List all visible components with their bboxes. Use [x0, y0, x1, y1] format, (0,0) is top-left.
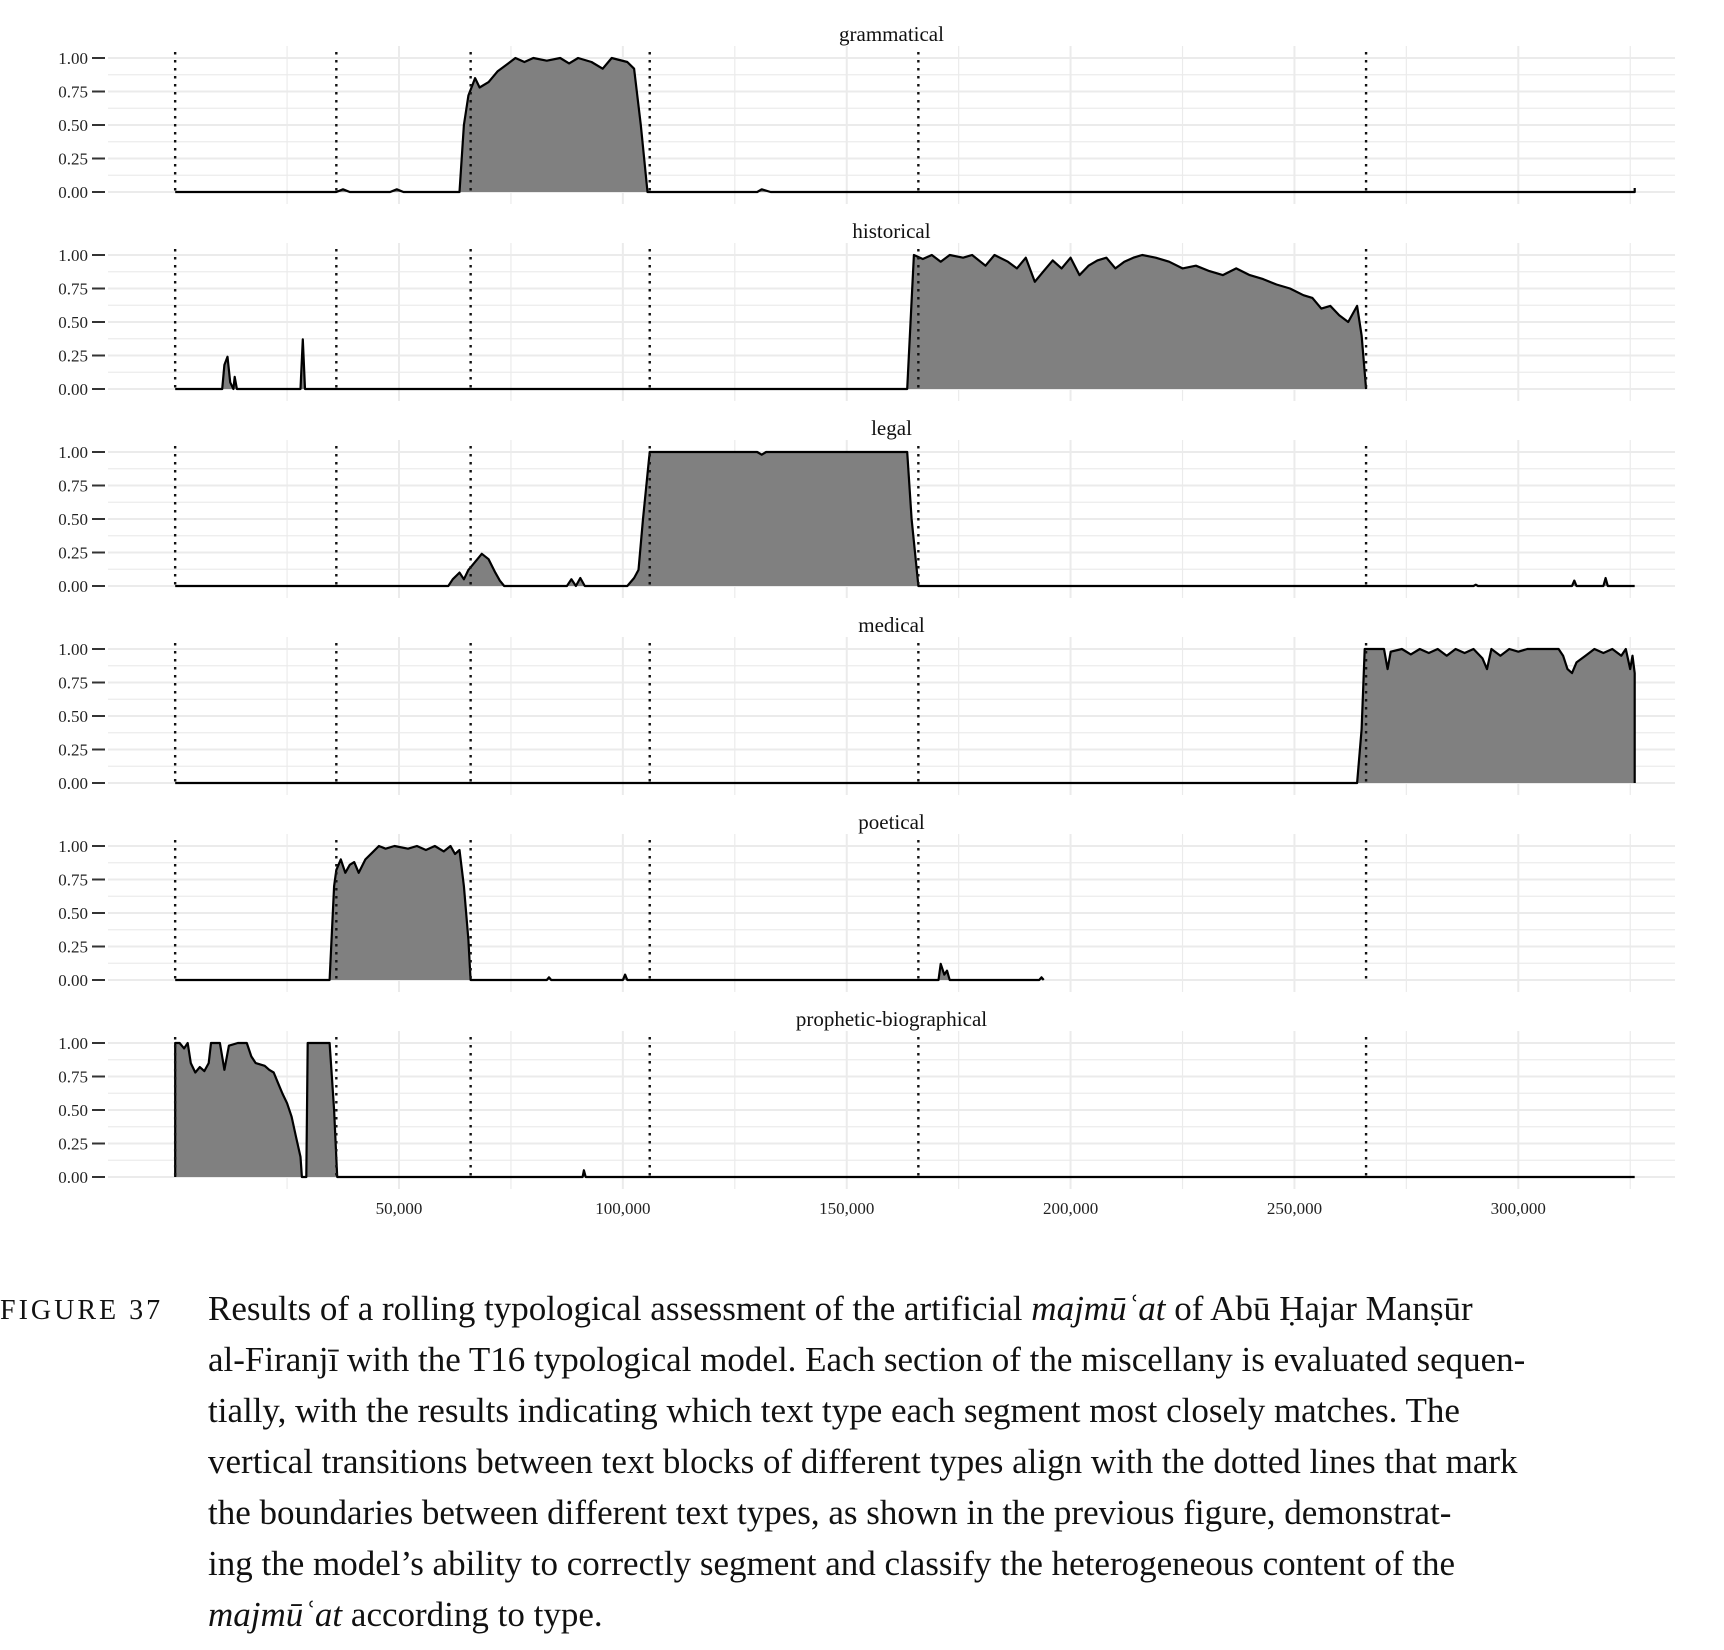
y-tick-label: 0.50: [58, 904, 88, 923]
panel-poetical: [58, 810, 1675, 992]
caption-line: vertical transitions between text blocks of different types align with the dotted lines that mark: [208, 1442, 1518, 1481]
panel-historical: [58, 219, 1675, 401]
panel-title: historical: [852, 219, 931, 243]
y-tick-label: 1.00: [58, 246, 88, 265]
panel-title: poetical: [858, 810, 925, 834]
y-tick-label: 1.00: [58, 443, 88, 462]
y-tick-label: 0.00: [58, 380, 88, 399]
caption-line: the boundaries between different text types, as shown in the previous figure, demonstrat-: [208, 1493, 1452, 1532]
caption-italic: majmūʿat: [208, 1595, 343, 1634]
caption-line: majmūʿat according to type.: [208, 1595, 603, 1634]
y-tick-label: 0.25: [58, 346, 88, 366]
y-tick-label: 0.75: [58, 476, 88, 496]
x-tick-label: 50,000: [375, 1199, 423, 1218]
y-tick-label: 0.25: [58, 937, 88, 957]
y-tick-label: 0.00: [58, 774, 88, 793]
y-tick-label: 0.25: [58, 543, 88, 563]
caption-text: [208, 1283, 1713, 1640]
y-tick-label: 0.75: [58, 82, 88, 102]
panel-title: grammatical: [839, 22, 944, 46]
y-tick-label: 0.50: [58, 510, 88, 529]
y-tick-label: 0.75: [58, 1067, 88, 1087]
y-tick-label: 1.00: [58, 837, 88, 856]
panel-title: legal: [871, 416, 912, 440]
panel-medical: [58, 613, 1675, 795]
y-tick-label: 0.50: [58, 116, 88, 135]
y-tick-label: 0.25: [58, 740, 88, 760]
y-tick-label: 1.00: [58, 49, 88, 68]
caption-line: al-Firanjī with the T16 typological model. Each section of the miscellany is evaluated sequen-: [208, 1340, 1526, 1379]
y-tick-label: 0.00: [58, 1168, 88, 1187]
panel-grammatical: [58, 22, 1675, 204]
y-tick-label: 0.25: [58, 149, 88, 169]
y-tick-label: 0.25: [58, 1134, 88, 1154]
x-tick-label: 300,000: [1490, 1199, 1546, 1218]
y-tick-label: 0.00: [58, 577, 88, 596]
caption-line: ing the model’s ability to correctly segment and classify the heterogeneous content of the: [208, 1544, 1455, 1583]
panel-legal: [58, 416, 1675, 598]
y-tick-label: 0.75: [58, 279, 88, 299]
y-tick-label: 0.00: [58, 183, 88, 202]
y-tick-label: 0.75: [58, 673, 88, 693]
panel-title: medical: [858, 613, 925, 637]
caption-label: FIGURE 37: [0, 1295, 164, 1326]
x-tick-label: 250,000: [1266, 1199, 1323, 1218]
panel-prophetic-biographical: [58, 1007, 1675, 1218]
caption-line: Results of a rolling typological assessment of the artificial majmūʿat of Abū Ḥajar Manṣūr: [208, 1289, 1473, 1328]
x-tick-label: 100,000: [595, 1199, 651, 1218]
y-tick-label: 0.00: [58, 971, 88, 990]
y-tick-label: 1.00: [58, 1034, 88, 1053]
y-tick-label: 1.00: [58, 640, 88, 659]
y-tick-label: 0.50: [58, 707, 88, 726]
x-tick-label: 150,000: [819, 1199, 875, 1218]
caption-line: tially, with the results indicating which text type each segment most closely matches. The: [208, 1391, 1460, 1430]
caption-italic: majmūʿat: [1031, 1289, 1166, 1328]
panel-title: prophetic-biographical: [795, 1007, 988, 1031]
x-tick-label: 200,000: [1042, 1199, 1099, 1218]
figure-caption: [0, 1283, 1724, 1643]
y-tick-label: 0.75: [58, 870, 88, 890]
y-tick-label: 0.50: [58, 1101, 88, 1120]
y-tick-label: 0.50: [58, 313, 88, 332]
